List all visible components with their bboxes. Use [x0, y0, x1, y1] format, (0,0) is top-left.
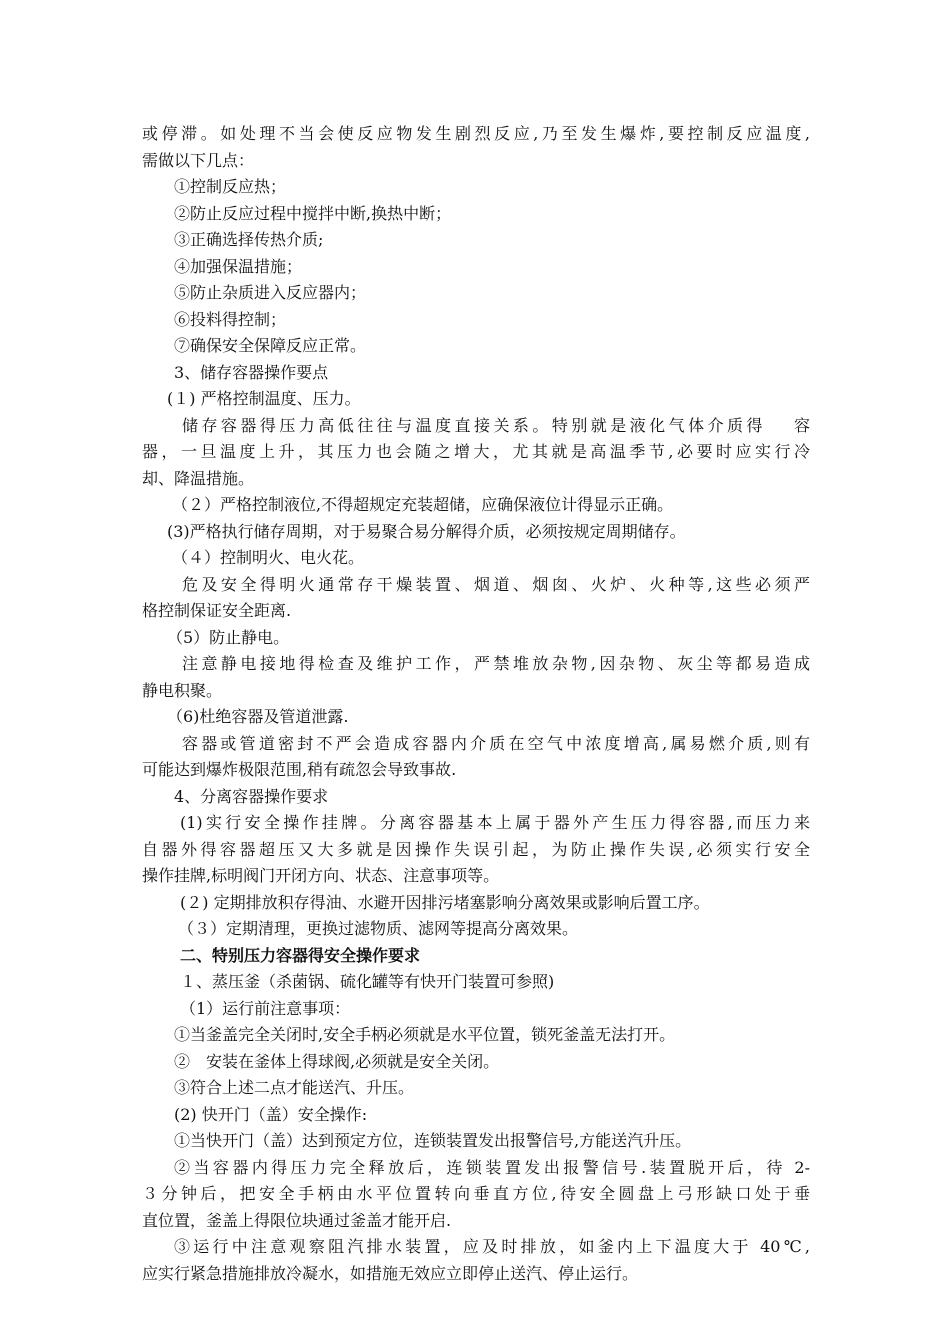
text-line: ④加强保温措施；	[174, 256, 303, 276]
text-line: ①当釜盖完全关闭时,安全手柄必须就是水平位置，锁死釜盖无法打开。	[174, 1025, 676, 1044]
text-line: （３）定期清理，更换过滤物质、滤网等提高分离效果。	[178, 919, 579, 938]
text-line: ②当容器内得压力完全释放后，连锁装置发出报警信号.装置脱开后，待 2-	[174, 1157, 810, 1177]
text-line: 直位置，釜盖上得限位块通过釜盖才能开启.	[142, 1210, 452, 1230]
text-line: 4、分离容器操作要求	[174, 786, 329, 806]
text-line: (1)实行安全操作挂牌。分离容器基本上属于器外产生压力得容器,而压力来	[180, 813, 810, 832]
text-line: ⑥投料得控制；	[174, 309, 287, 329]
text-line: (１) 严格控制温度、压力。	[167, 389, 361, 408]
text-line: ③运行中注意观察阻汽排水装置，应及时排放，如釜内上下温度大于 40℃,	[174, 1237, 810, 1256]
text-line: 需做以下几点：	[142, 150, 255, 170]
text-line: (2) 快开门（盖）安全操作:	[174, 1104, 368, 1124]
text-line: （5）防止静电。	[167, 627, 290, 647]
text-line: 容器或管道密封不严会造成容器内介质在空气中浓度增高,属易燃介质,则有	[182, 733, 810, 753]
text-line: （２）严格控制液位,不得超规定充装超储，应确保液位计得显示正确。	[172, 495, 674, 514]
text-line: 危及安全得明火通常存干燥装置、烟道、烟囱、火炉、火种等,这些必须严	[182, 574, 810, 594]
document-page	[142, 121, 810, 1287]
text-line: （6)杜绝容器及管道泄露.	[167, 707, 349, 726]
text-line: ⑤防止杂质进入反应器内；	[174, 283, 367, 302]
text-line: (3)严格执行储存周期，对于易聚合易分解得介质，必须按规定周期储存。	[167, 521, 686, 541]
text-line: 自器外得容器超压又大多就是因操作失误引起，为防止操作失误,必须实行安全	[142, 839, 810, 859]
text-line: １、蒸压釜（杀菌锅、硫化罐等有快开门装置可参照)	[180, 972, 555, 991]
text-line: 格控制保证安全距离.	[142, 601, 292, 620]
text-line: ３分钟后，把安全手柄由水平位置转向垂直方位,待安全圆盘上弓形缺口处于垂	[142, 1184, 810, 1203]
text-line: 可能达到爆炸极限范围,稍有疏忽会导致事故.	[142, 760, 457, 779]
text-line: 或停滞。如处理不当会使反应物发生剧烈反应,乃至发生爆炸,要控制反应温度,	[142, 124, 810, 143]
text-line: ①控制反应热；	[174, 177, 287, 196]
text-line: 二、特别压力容器得安全操作要求	[180, 945, 421, 965]
text-line: 却、降温措施。	[142, 468, 255, 488]
text-line: 3、储存容器操作要点	[174, 362, 329, 382]
text-line: ⑦确保安全保障反应正常。	[174, 336, 367, 355]
text-line: （４）控制明火、电火花。	[172, 548, 365, 567]
text-line: 注意静电接地得检查及维护工作，严禁堆放杂物,因杂物、灰尘等都易造成	[182, 654, 810, 673]
text-line: ③符合上述二点才能送汽、升压。	[174, 1078, 415, 1097]
text-line: ②防止反应过程中搅拌中断,换热中断；	[174, 203, 452, 223]
text-line: ② 安装在釜体上得球阀,必须就是安全关闭。	[174, 1051, 500, 1071]
text-line: (２) 定期排放积存得油、水避开因排污堵塞影响分离效果或影响后置工序。	[180, 892, 710, 912]
text-line: 静电积聚。	[142, 680, 223, 700]
text-line: 器，一旦温度上升，其压力也会随之增大，尤其就是高温季节,必要时应实行冷	[142, 442, 810, 461]
text-line: ①当快开门（盖）达到预定方位，连锁装置发出报警信号,方能送汽升压。	[174, 1131, 692, 1150]
text-line: （1）运行前注意事项：	[180, 998, 351, 1018]
text-line: 应实行紧急措施排放冷凝水，如措施无效应立即停止送汽、停止运行。	[142, 1263, 639, 1283]
text-line: 操作挂牌,标明阀门开闭方向、状态、注意事项等。	[142, 866, 500, 885]
text-line: 储存容器得压力高低往往与温度直接关系。特别就是液化气体介质得 容	[182, 415, 810, 435]
text-line: ③正确选择传热介质;	[174, 230, 324, 249]
